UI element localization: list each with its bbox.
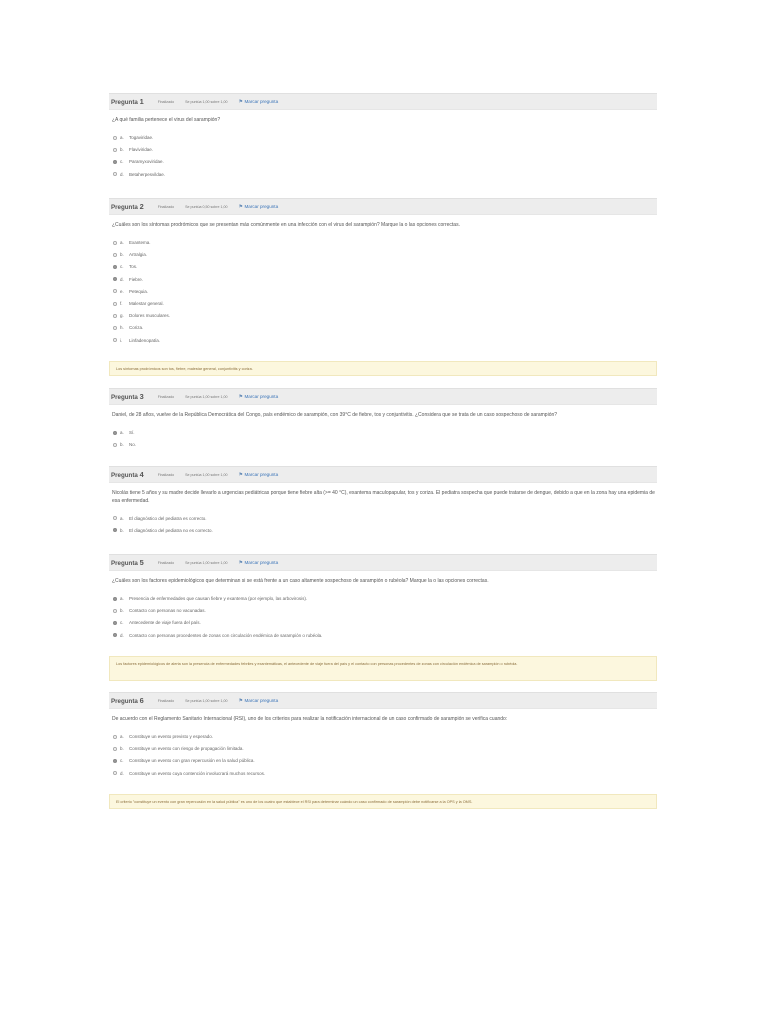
answer-options — [113, 427, 657, 451]
answer-option[interactable]: a. El diagnóstico del pediatra es correcto. — [113, 512, 657, 524]
answer-options — [113, 731, 657, 780]
question-state: Finalizado — [157, 472, 175, 477]
radio-button[interactable] — [113, 528, 117, 532]
radio-button[interactable] — [113, 160, 117, 164]
radio-button[interactable] — [113, 172, 117, 176]
checkbox[interactable] — [113, 253, 117, 257]
answer-option[interactable]: d. Contacto con personas procedentes de zonas con circulación endémica de sarampión o rubéola. — [113, 629, 657, 641]
answer-options — [113, 132, 657, 181]
answer-option[interactable]: d. Betaherpesvildae. — [113, 168, 657, 180]
flag-icon: ⚑ — [238, 697, 243, 704]
answer-option[interactable]: c. Antecedente de viaje fuera del país. — [113, 617, 657, 629]
flag-icon: ⚑ — [238, 203, 243, 210]
question-state: Finalizado — [157, 698, 175, 703]
question-label: Pregunta 4 — [111, 470, 144, 479]
question-text: Daniel, de 28 años, vuelve de la República Democrática del Congo, país endémico de sarampión, con 39°C de fiebre, tos y conjuntivitis. ¿Considera que se trata de un caso sospechoso de sarampión? — [112, 412, 558, 418]
flag-question-link[interactable]: ⚑ Marcar pregunta — [238, 471, 279, 478]
question-state: Finalizado — [157, 394, 175, 399]
question-header — [109, 198, 657, 215]
question-score: Se puntúa 1,00 sobre 1,00 — [185, 99, 228, 104]
question-text: De acuerdo con el Reglamento Sanitario Internacional (RSI), uno de los criterios para realizar la notificación internacional de un caso confirmado de sarampión se verifica cuando: — [112, 716, 508, 722]
question-score: Se puntúa 1,00 sobre 1,00 — [185, 698, 228, 703]
question-state: Finalizado — [157, 560, 175, 565]
answer-option[interactable]: b. Flaviviridae. — [113, 144, 657, 156]
question-text: Nicolás tiene 5 años y su madre decide llevarlo a urgencias pediátricas porque tiene fiebre alta (>= 40 °C), exantema maculopapular, tos y coriza. El pediatra sospecha que puede tratarse de dengue, debido a que en la zona hay una epidemia de esa enfermedad. — [112, 490, 655, 504]
question-header — [109, 388, 657, 405]
question-4 — [109, 466, 657, 536]
checkbox[interactable] — [113, 326, 117, 330]
checkbox[interactable] — [113, 338, 117, 342]
question-2 — [109, 198, 657, 346]
answer-option[interactable]: c. Constituye un evento con gran repercusión en la salud pública. — [113, 755, 657, 767]
question-score: Se puntúa 0,50 sobre 1,00 — [185, 204, 228, 209]
question-text: ¿A qué familia pertenece el virus del sarampión? — [112, 117, 221, 123]
answer-option[interactable]: c. Paramyxoviridae. — [113, 156, 657, 168]
answer-options — [113, 593, 657, 642]
question-state: Finalizado — [157, 204, 175, 209]
answer-option[interactable]: d. Constituye un evento cuya contención involucrará muchos recursos. — [113, 767, 657, 779]
answer-option[interactable]: a. Constituye un evento previsto y esperado. — [113, 731, 657, 743]
feedback-box: Los síntomas prodrómicos son tos, fiebre, malestar general, conjuntivitis y coriza. — [109, 361, 657, 376]
answer-option[interactable]: h. Coriza. — [113, 322, 657, 334]
answer-option[interactable]: d. Fiebre. — [113, 273, 657, 285]
question-6 — [109, 692, 657, 779]
question-text: ¿Cuáles son los síntomas prodrómicos que se presentan más comúnmente en una infección con el virus del sarampión? Marque la o las opciones correctas. — [112, 222, 460, 228]
feedback-box: El criterio "constituye un evento con gran repercusión en la salud pública" es uno de los cuatro que establece el RSI para determinar cuándo un caso confirmado de sarampión debe notificarse a la OPS y la OMS. — [109, 794, 657, 809]
question-label: Pregunta 6 — [111, 696, 144, 705]
question-label: Pregunta 1 — [111, 97, 144, 106]
answer-option[interactable]: g. Dolores musculares. — [113, 310, 657, 322]
flag-question-link[interactable]: ⚑ Marcar pregunta — [238, 393, 279, 400]
answer-option[interactable]: b. Artralgia. — [113, 249, 657, 261]
checkbox[interactable] — [113, 277, 117, 281]
checkbox[interactable] — [113, 241, 117, 245]
flag-question-link[interactable]: ⚑ Marcar pregunta — [238, 559, 279, 566]
question-label: Pregunta 5 — [111, 558, 144, 567]
question-state: Finalizado — [157, 99, 175, 104]
flag-icon: ⚑ — [238, 393, 243, 400]
flag-icon: ⚑ — [238, 98, 243, 105]
radio-button[interactable] — [113, 759, 117, 763]
flag-question-link[interactable]: ⚑ Marcar pregunta — [238, 697, 279, 704]
question-5 — [109, 554, 657, 641]
radio-button[interactable] — [113, 747, 117, 751]
flag-icon: ⚑ — [238, 559, 243, 566]
feedback-box: Los factores epidemiológicos de alerta son la presencia de enfermedades febriles y exantemáticas, el antecedente de viaje fuera del país y el contacto con personas procedentes de zonas con circulación endémica de sarampión o rubéola. — [109, 656, 657, 681]
checkbox[interactable] — [113, 609, 117, 613]
answer-option[interactable]: i. Linfadenopatía. — [113, 334, 657, 346]
question-label: Pregunta 3 — [111, 392, 144, 401]
answer-option[interactable]: b. El diagnóstico del pediatra no es correcto. — [113, 524, 657, 536]
flag-icon: ⚑ — [238, 471, 243, 478]
answer-option[interactable]: f. Malestar general. — [113, 297, 657, 309]
question-label: Pregunta 2 — [111, 202, 144, 211]
checkbox[interactable] — [113, 314, 117, 318]
answer-option[interactable]: a. Sí. — [113, 427, 657, 439]
checkbox[interactable] — [113, 302, 117, 306]
question-score: Se puntúa 1,00 sobre 1,00 — [185, 394, 228, 399]
question-header — [109, 692, 657, 709]
question-header — [109, 466, 657, 483]
answer-option[interactable]: b. Contacto con personas no vacunadas. — [113, 605, 657, 617]
answer-option[interactable]: c. Tos. — [113, 261, 657, 273]
answer-option[interactable]: a. Presencia de enfermedades que causan fiebre y exantema (por ejemplo, las arbovirosis). — [113, 593, 657, 605]
checkbox[interactable] — [113, 633, 117, 637]
question-1 — [109, 93, 657, 180]
answer-option[interactable]: b. Constituye un evento con riesgo de propagación limitada. — [113, 743, 657, 755]
radio-button[interactable] — [113, 516, 117, 520]
flag-question-link[interactable]: ⚑ Marcar pregunta — [238, 98, 279, 105]
answer-option[interactable]: b. No. — [113, 439, 657, 451]
question-header — [109, 554, 657, 571]
answer-options — [113, 512, 657, 536]
answer-option[interactable]: e. Petequia. — [113, 285, 657, 297]
answer-options — [113, 237, 657, 347]
checkbox[interactable] — [113, 265, 117, 269]
checkbox[interactable] — [113, 621, 117, 625]
flag-question-link[interactable]: ⚑ Marcar pregunta — [238, 203, 279, 210]
radio-button[interactable] — [113, 148, 117, 152]
checkbox[interactable] — [113, 597, 117, 601]
question-3 — [109, 388, 657, 451]
checkbox[interactable] — [113, 289, 117, 293]
radio-button[interactable] — [113, 443, 117, 447]
question-header — [109, 93, 657, 110]
answer-option[interactable]: a. Exantema. — [113, 237, 657, 249]
question-score: Se puntúa 1,00 sobre 1,00 — [185, 560, 228, 565]
radio-button[interactable] — [113, 136, 117, 140]
question-text: ¿Cuáles son los factores epidemiológicos que determinan si se está frente a un caso altamente sospechoso de sarampión o rubéola? Marque la o las opciones correctas. — [112, 578, 489, 584]
radio-button[interactable] — [113, 431, 117, 435]
question-score: Se puntúa 1,00 sobre 1,00 — [185, 472, 228, 477]
radio-button[interactable] — [113, 735, 117, 739]
radio-button[interactable] — [113, 771, 117, 775]
answer-option[interactable]: a. Togaviridae. — [113, 132, 657, 144]
